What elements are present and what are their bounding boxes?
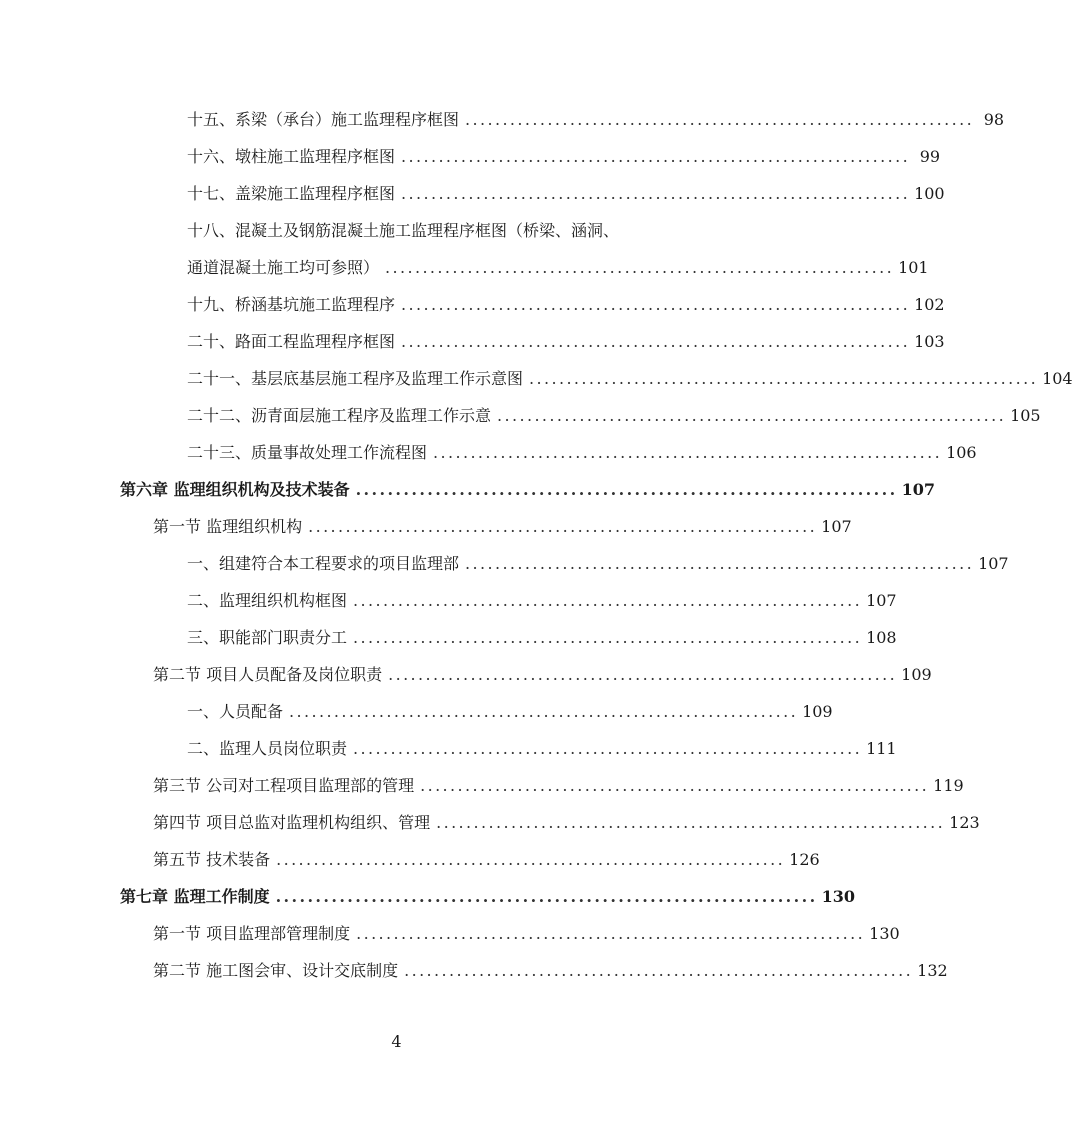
toc-entry-section-3[interactable]: 第三节 公司对工程项目监理部的管理 .................................................................... 119 (0, 767, 673, 804)
toc-entry-item-23[interactable]: 二十三、质量事故处理工作流程图 .................................................................... 106 (0, 434, 673, 471)
toc-entry-section-2[interactable]: 第二节 施工图会审、设计交底制度 .................................................................... 132 (0, 952, 673, 989)
leader-dots: .................................................................... (276, 850, 786, 869)
leader-dots: .................................................................... (404, 961, 914, 980)
leader-dots: .................................................................... (353, 739, 863, 758)
toc-entry-chapter-7[interactable]: 第七章 监理工作制度 .................................................................... 130 (0, 878, 673, 915)
leader-dots: .................................................................... (353, 591, 863, 610)
toc-entry-section-1[interactable]: 第一节 监理组织机构 .................................................................... 107 (0, 508, 673, 545)
toc-entry-item-17[interactable]: 十七、盖梁施工监理程序框图 .................................................................... 100 (0, 175, 673, 212)
toc-entry-item-1[interactable]: 一、组建符合本工程要求的项目监理部 .................................................................... 107 (0, 545, 673, 582)
leader-dots: .................................................................... (465, 554, 975, 573)
toc-entry-item-2[interactable]: 二、监理人员岗位职责 .................................................................... 111 (0, 730, 673, 767)
toc-entry-item-18-continued[interactable]: 通道混凝土施工均可参照） .................................................................... 101 (0, 249, 673, 286)
toc-entry-item-21[interactable]: 二十一、基层底基层施工程序及监理工作示意图 .................................................................... 104 (0, 360, 673, 397)
page-number: 4 (391, 1032, 402, 1051)
toc-entry-item-18[interactable]: 十八、混凝土及钢筋混凝土施工监理程序框图（桥梁、涵洞、 (187, 221, 620, 240)
leader-dots: .................................................................... (529, 369, 1039, 388)
leader-dots: .................................................................... (465, 110, 975, 129)
toc-entry-item-20[interactable]: 二十、路面工程监理程序框图 .................................................................... 103 (0, 323, 673, 360)
toc-entry-item-2[interactable]: 二、监理组织机构框图 .................................................................... 107 (0, 582, 673, 619)
leader-dots: .................................................................... (356, 924, 866, 943)
toc-entry-item-16[interactable]: 十六、墩柱施工监理程序框图 .................................................................... 99 (0, 138, 673, 175)
leader-dots: .................................................................... (433, 443, 943, 462)
toc-entry-item-19[interactable]: 十九、桥涵基坑施工监理程序 .................................................................... 102 (0, 286, 673, 323)
toc-entry-item-3[interactable]: 三、职能部门职责分工 .................................................................... 108 (0, 619, 673, 656)
toc-entry-section-5[interactable]: 第五节 技术装备 .................................................................... 126 (0, 841, 673, 878)
leader-dots: .................................................................... (420, 776, 930, 795)
toc-entry-chapter-6[interactable]: 第六章 监理组织机构及技术装备 .................................................................... 107 (0, 471, 673, 508)
leader-dots: .................................................................... (385, 258, 895, 277)
leader-dots: .................................................................... (289, 702, 799, 721)
toc-entry-section-1[interactable]: 第一节 项目监理部管理制度 .................................................................... 130 (0, 915, 673, 952)
toc-entry-section-4[interactable]: 第四节 项目总监对监理机构组织、管理 .................................................................... 123 (0, 804, 673, 841)
leader-dots: .................................................................... (436, 813, 946, 832)
leader-dots: .................................................................... (353, 628, 863, 647)
leader-dots: .................................................................... (355, 480, 898, 499)
leader-dots: .................................................................... (401, 147, 911, 166)
leader-dots: .................................................................... (401, 295, 911, 314)
toc-entry-item-1[interactable]: 一、人员配备 .................................................................... 109 (0, 693, 673, 730)
leader-dots: .................................................................... (275, 887, 818, 906)
toc-entry-item-22[interactable]: 二十二、沥青面层施工程序及监理工作示意 .................................................................... 105 (0, 397, 673, 434)
leader-dots: .................................................................... (497, 406, 1007, 425)
leader-dots: .................................................................... (401, 332, 911, 351)
toc-entry-item-15[interactable]: 十五、系梁（承台）施工监理程序框图 .................................................................... 98 (0, 101, 673, 138)
leader-dots: .................................................................... (308, 517, 818, 536)
toc-entry-section-2[interactable]: 第二节 项目人员配备及岗位职责 .................................................................... 109 (0, 656, 673, 693)
leader-dots: .................................................................... (388, 665, 898, 684)
table-of-contents (0, 101, 1073, 989)
leader-dots: .................................................................... (401, 184, 911, 203)
